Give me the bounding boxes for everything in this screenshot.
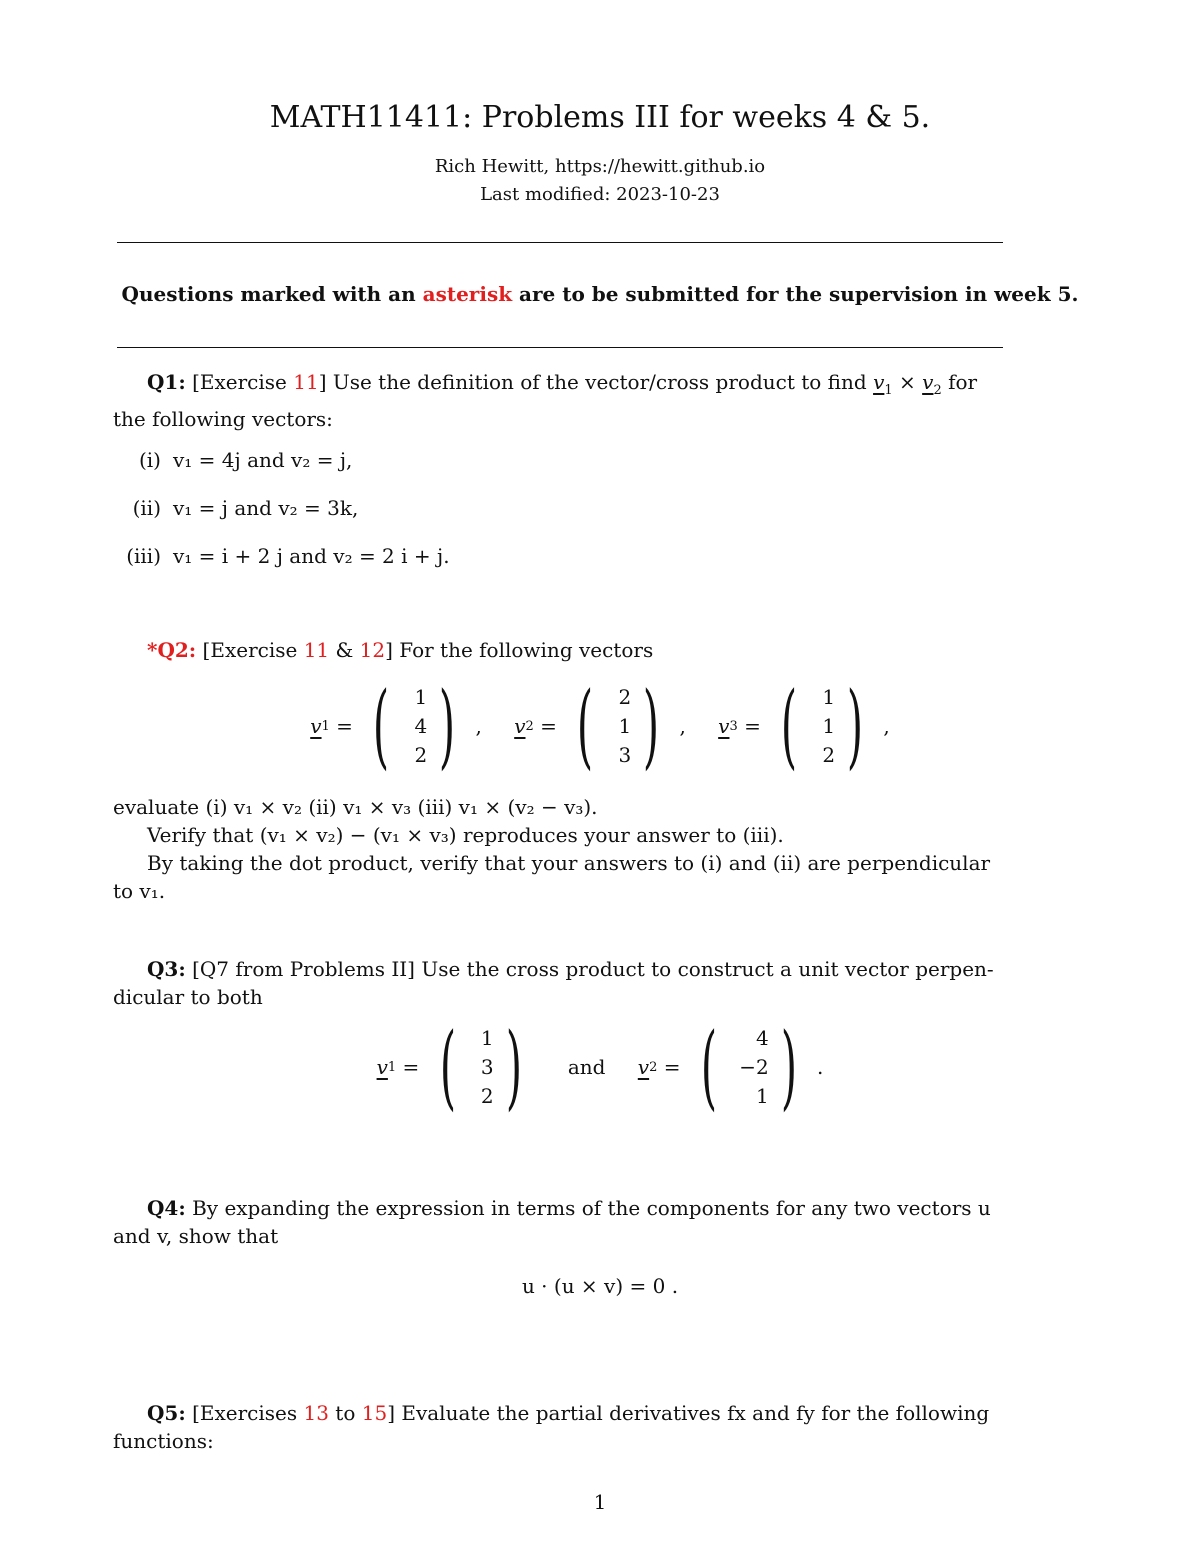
q1-text-a: [Exercise — [185, 370, 294, 394]
notice-asterisk-word: asterisk — [422, 282, 513, 306]
q3-label: Q3: — [147, 957, 186, 981]
q2-text-a: [Exercise — [196, 638, 304, 662]
page-number: 1 — [593, 1490, 607, 1514]
q1-item-text: v₁ = 4j and v₂ = j, — [173, 448, 353, 472]
q1-item-ii — [113, 496, 1003, 520]
q4-text — [113, 1194, 1003, 1250]
q2-line1: evaluate (i) v₁ × v₂ (ii) v₁ × v₃ (iii) v₁ × (v₂ − v₃). — [113, 795, 598, 819]
q2-v2-matrix: ( 2 1 3 ) — [577, 672, 660, 779]
q1-item-text: v₁ = j and v₂ = 3k, — [173, 496, 359, 520]
q1-item-text: v₁ = i + 2 j and v₂ = 2 i + j. — [173, 544, 450, 568]
q5-text-b: ] Evaluate the partial derivatives fx and fy for the following — [387, 1401, 990, 1425]
last-modified: Last modified: 2023-10-23 — [480, 184, 720, 205]
q4-label: Q4: — [147, 1196, 186, 1220]
q2-line3: By taking the dot product, verify that your answers to (i) and (ii) are perpendicular — [147, 851, 991, 875]
q1-item-num: (ii) — [132, 496, 161, 520]
q5-text — [113, 1399, 1003, 1455]
q2-label: *Q2: — [147, 638, 197, 662]
q3-text-a: [Q7 from Problems II] Use the cross product to construct a unit vector perpen- — [185, 957, 994, 981]
notice-after: are to be submitted for the supervision in week 5. — [512, 282, 1079, 306]
q2-v3-label: v 3 = — [718, 714, 761, 738]
q2-amp: & — [329, 638, 360, 662]
q3-and: and — [567, 1055, 606, 1079]
bottom-rule — [117, 347, 1003, 348]
q1-item-num: (i) — [138, 448, 161, 472]
q4-equation: u · (u × v) = 0 . — [521, 1274, 679, 1298]
q3-v1-matrix: ( 1 3 2 ) — [439, 1013, 522, 1120]
q5-line2: functions: — [113, 1429, 214, 1453]
q2-v3-matrix: ( 1 1 2 ) — [781, 672, 864, 779]
q5-label: Q5: — [147, 1401, 186, 1425]
q3-text — [113, 955, 1003, 1011]
q5-exercise-link-1[interactable]: 13 — [303, 1401, 329, 1425]
q3-line2: dicular to both — [113, 985, 263, 1009]
q1-line2: the following vectors: — [113, 407, 333, 431]
q1-label: Q1: — [147, 370, 186, 394]
q5-exercise-link-2[interactable]: 15 — [361, 1401, 388, 1425]
q2-text-b: ] For the following vectors — [385, 638, 654, 662]
q4-line2: and v, show that — [113, 1224, 279, 1248]
document-title: MATH11411: Problems III for weeks 4 & 5. — [269, 100, 931, 135]
q1-item-i — [113, 448, 1003, 472]
q5-text-a: [Exercises — [185, 1401, 304, 1425]
submission-notice — [0, 282, 1200, 306]
q2-text — [113, 636, 1003, 664]
q2-exercise-link-2[interactable]: 12 — [359, 638, 386, 662]
q2-line4: to v₁. — [113, 879, 166, 903]
q2-instructions — [113, 793, 1003, 905]
q1-text-c: for — [941, 370, 978, 394]
q2-v1-label: v 1 = — [310, 714, 353, 738]
top-rule — [117, 242, 1003, 243]
q3-v2-matrix: ( 4 −2 1 ) — [700, 1013, 797, 1120]
q2-line2: Verify that (v₁ × v₂) − (v₁ × v₃) reproduces your answer to (iii). — [147, 823, 784, 847]
q2-exercise-link-1[interactable]: 11 — [303, 638, 330, 662]
q1-item-num: (iii) — [126, 544, 161, 568]
q1-item-iii — [113, 544, 1003, 568]
q2-vector-equations: v 1 = ( 1 4 2 ) , v 2 = ( 2 1 3 ) , v 3 = ( 1 1 2 ) , — [310, 672, 890, 779]
q1-exercise-link[interactable]: 11 — [293, 370, 319, 394]
q2-v1-matrix: ( 1 4 2 ) — [373, 672, 456, 779]
q3-v2-label: v 2 = — [637, 1055, 681, 1079]
q5-to: to — [328, 1401, 362, 1425]
q4-text-a: By expanding the expression in terms of the components for any two vectors u — [185, 1196, 991, 1220]
author-line: Rich Hewitt, https://hewitt.github.io — [434, 156, 766, 177]
q1-text-b: ] Use the definition of the vector/cross product to find — [318, 370, 874, 394]
notice-before: Questions marked with an — [121, 282, 423, 306]
q2-v2-label: v 2 = — [514, 714, 557, 738]
q3-v1-label: v 1 = — [376, 1055, 420, 1079]
q1-text: Q1: [Exercise 11] Use the definition of the vector/cross product to find $v_1 \times v_2$ for the following vectors: — [113, 370, 978, 431]
q3-vector-equations: v 1 = ( 1 3 2 ) and v 2 = ( 4 −2 1 ) . — [376, 1013, 824, 1120]
